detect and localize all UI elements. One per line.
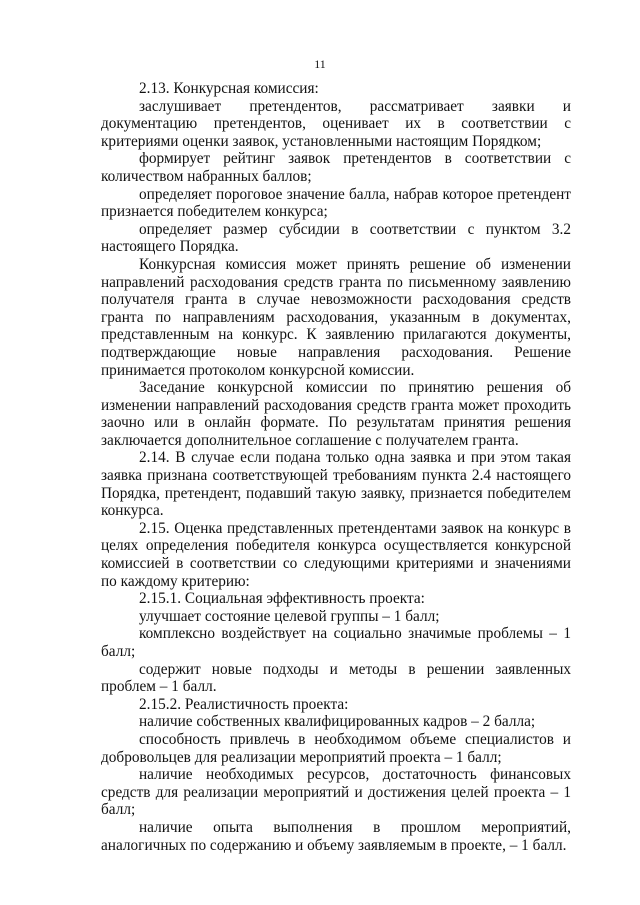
criterion-resources: наличие необходимых ресурсов, достаточность финансовых средств для реализации мероприятий и достижения целей проекта – 1 балл;	[101, 766, 571, 819]
commission-duty-rating: формирует рейтинг заявок претендентов в соответствии с количеством набранных баллов;	[101, 150, 571, 185]
criterion-past-experience: наличие опыта выполнения в прошлом мероприятий, аналогичных по содержанию и объему заявляемым в проекте, – 1 балл.	[101, 818, 571, 854]
commission-duty-subsidy: определяет размер субсидии в соответствии с пунктом 3.2 настоящего Порядка.	[101, 220, 571, 256]
section-2-15: 2.15. Оценка представленных претендентами заявок на конкурс в целях определения победителя конкурса осуществляется конкурсной комиссией в соответствии со следующими критериями и значениями по каждому критерию:	[101, 519, 571, 590]
subsection-heading-2-15-2: 2.15.2. Реалистичность проекта:	[139, 695, 349, 713]
criterion-target-group: улучшает состояние целевой группы – 1 балл;	[139, 607, 440, 625]
criterion-attract-specialists: способность привлечь в необходимом объеме специалистов и добровольцев для реализации мероприятий проекта – 1 балл;	[101, 730, 571, 766]
criterion-own-staff: наличие собственных квалифицированных кадров – 2 балла;	[139, 713, 536, 731]
document-body	[101, 80, 571, 854]
subsection-heading-2-15-1: 2.15.1. Социальная эффективность проекта:	[139, 590, 425, 608]
commission-duty-review: заслушивает претендентов, рассматривает заявки и документацию претендентов, оценивает их в соответствии с критериями оценки заявок, установленными настоящим Порядком;	[101, 97, 571, 150]
paragraph-meeting-format: Заседание конкурсной комиссии по принятию решения об изменении направлений расходования средств гранта может проходить заочно или в онлайн формате. По результатам принятия решения заключается дополнительное соглашение с получателем гранта.	[101, 379, 571, 449]
paragraph-direction-change: Конкурсная комиссия может принять решение об изменении направлений расходования средств гранта по письменному заявлению получателя гранта в случае невозможности расходования средств гранта по направлениям расходования, указанным в документах, представленным на конкурс. К заявлению прилагаются документы, подтверждающие новые направления расходования. Решение принимается протоколом конкурсной комиссии.	[101, 255, 571, 379]
page-number: 11	[314, 57, 326, 71]
criterion-new-approaches: содержит новые подходы и методы в решении заявленных проблем – 1 балл.	[101, 660, 571, 696]
section-2-14: 2.14. В случае если подана только одна заявка и при этом такая заявка признана соответствующей требованиям пункта 2.4 настоящего Порядка, претендент, подавший такую заявку, признается победителем конкурса.	[101, 449, 571, 520]
commission-duty-threshold: определяет пороговое значение балла, набрав которое претендент признается победителем конкурса;	[101, 185, 571, 221]
section-heading-2-13: 2.13. Конкурсная комиссия:	[139, 80, 319, 97]
criterion-complex-impact: комплексно воздействует на социально значимые проблемы – 1 балл;	[101, 625, 571, 660]
